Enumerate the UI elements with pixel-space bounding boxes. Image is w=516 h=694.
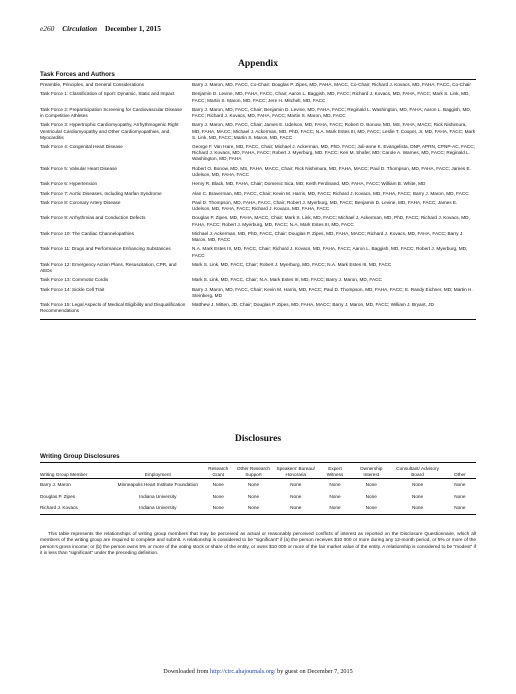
task-force-row xyxy=(40,181,476,190)
journal-link[interactable]: http://circ.ahajournals.org/ xyxy=(210,668,276,675)
task-force-name: Task Force 3: Hypertrophic Cardiomyopathy, Arrhythmogenic Right Ventricular Cardiomyopathy and Other Cardiomyopathies, and Myocarditis xyxy=(40,122,179,140)
task-force-name: Task Force 5: Valvular Heart Disease xyxy=(40,165,118,171)
table-cell: None xyxy=(247,482,260,488)
task-force-name: Task Force 1: Classification of Sport: Dynamic, Static and Impact xyxy=(40,91,175,97)
footer-suffix: by guest on December 7, 2015 xyxy=(275,668,353,675)
journal-name: Circulation xyxy=(62,24,98,33)
task-force-authors: Barry J. Maron, MD, FACC, Chair; Benjamin D. Levine, MD, FAHA, FACC; Reginald L. Washington, MD, FAHA; Aaron L. Baggish, MD, FACC; Richard J. Kovacs, MD, FAHA, FACC; Martin S. Maron, MD, FACC xyxy=(192,106,472,118)
task-force-name: Task Force 14: Sickle Cell Trait xyxy=(40,286,105,292)
disclosures-title: Disclosures xyxy=(234,433,282,444)
task-force-row xyxy=(40,91,476,107)
task-force-row xyxy=(40,191,476,200)
task-force-row xyxy=(40,262,476,278)
appendix-top-rule xyxy=(40,79,476,80)
disclosure-note: This table represents the relationships of writing group members that may be perceived as actual or reasonably perceived conflicts of interest as reported on the Disclosure Questionnaire, which all members of the writing group are required to complete and submit. A relationship is considered to be “significant” if (a) the person receives $10 000 or more during any 12-month period, or 5% or more of the person’s gross income; or (b) the person owns 5% or more of the voting stock or share of the entity, or owns $10 000 or more of the fair market value of the entity. A relationship is considered to be “modest” if it is less than “significant” under the preceding definition. xyxy=(40,532,476,556)
task-force-name: Task Force 6: Hypertension xyxy=(40,181,98,187)
issue-date: December 1, 2015 xyxy=(105,24,161,33)
table-cell: None xyxy=(247,493,260,499)
table-cell: None xyxy=(444,502,476,514)
column-header: Other Research Support xyxy=(234,466,272,479)
page-number: e260 xyxy=(40,24,55,33)
task-force-row xyxy=(40,82,476,91)
task-force-authors: Barry J. Maron, MD, FACC, Chair; Kevin M. Harris, MD, FACC; Paul D. Thompson, MD, FAHA, FACC; E. Randy Eichner, MD; Martin H. Steinberg, MD xyxy=(192,286,473,298)
disclosures-table xyxy=(40,466,476,515)
table-cell: None xyxy=(290,493,302,499)
appendix-table xyxy=(40,82,476,318)
member-name: Barry J. Maron xyxy=(40,482,71,488)
task-force-authors: Mark S. Link, MD, FACC, Chair; Robert J. Myerburg, MD, FACC; N.A. Mark Estes III, MD, FACC xyxy=(192,261,392,267)
task-force-authors: Mark S. Link, MD, FACC, Chair; N.A. Mark Estes III, MD, FACC; Barry J. Maron, MD, FACC xyxy=(192,277,382,283)
column-header: Ownership Interest xyxy=(351,466,391,479)
table-cell: None xyxy=(273,502,319,514)
task-force-row xyxy=(40,166,476,182)
task-force-name: Task Force 9: Arrhythmias and Conduction Defects xyxy=(40,215,146,221)
task-force-row xyxy=(40,246,476,262)
column-header: Other xyxy=(444,466,476,479)
member-name: Richard J. Kovacs xyxy=(40,502,114,514)
appendix-bottom-rule xyxy=(40,319,476,320)
task-force-name: Task Force 8: Coronary Artery Disease xyxy=(40,199,121,205)
task-force-name: Task Force 11: Drugs and Performance Enhancing Substances xyxy=(40,246,171,252)
table-cell: Indiana University xyxy=(139,493,177,499)
table-cell: None xyxy=(454,493,466,499)
task-force-row xyxy=(40,231,476,247)
task-force-authors: N.A. Mark Estes III, MD, FACC, Chair; Richard J. Kovacs, MD, FAHA, FACC; Aaron L. Baggish, MD, FACC; Robert J. Myerburg, MD, FACC xyxy=(192,246,468,258)
table-cell: None xyxy=(290,482,302,488)
disclosures-top-rule xyxy=(40,462,476,463)
task-force-authors: Matthew J. Mitten, JD, Chair; Douglas P. Zipes, MD, FAHA, MACC; Barry J. Maron, MD, FACC; William J. Bryant, JD xyxy=(192,302,434,308)
table-cell: None xyxy=(391,502,443,514)
task-forces-heading: Task Forces and Authors xyxy=(40,71,115,78)
column-header: Expert Witness xyxy=(319,466,351,479)
table-cell: None xyxy=(202,502,234,514)
task-force-name: Preamble, Principles, and General Considerations xyxy=(40,82,144,87)
table-cell: None xyxy=(329,482,341,488)
task-force-authors: Robert O. Bonow, MD, MS, FAHA, MACC, Chair; Rick Nishimura, MD, FAHA, MACC; Paul D. Thompson, MD, FAHA, FACC; James E. Udelson, MD, FAHA, FACC xyxy=(192,165,471,177)
task-force-authors: Douglas P. Zipes, MD, FAHA, MACC, Chair; Mark S. Link, MD, FACC; Michael J. Ackerman, MD, PhD, FACC; Richard J. Kovacs, MD, FAHA, FACC; Robert J. Myerburg, MD, FACC; N.A. Mark Estes III, MD, FACC xyxy=(192,215,470,227)
task-force-authors: Paul D. Thompson, MD, FAHA, FACC, Chair; Robert J. Myerburg, MD, FACC; Benjamin D. Levine, MD, FAHA, FACC; James E. Udelson, MD, FAHA, FACC; Richard J. Kovacs, MD, FAHA, FACC xyxy=(192,199,458,211)
task-force-authors: Henry R. Black, MD, FAHA, Chair; Domenic Sica, MD; Keith Ferdinand, MD, FAHA, FACC; William B. White, MD xyxy=(192,181,426,187)
column-header: Consultant/ Advisory Board xyxy=(391,466,443,479)
task-force-name: Task Force 13: Commotio Cordis xyxy=(40,277,109,283)
table-cell: None xyxy=(212,482,224,488)
task-force-authors: Barry J. Maron, MD, FACC, Chair; James E. Udelson, MD, FAHA, FACC; Robert O. Bonow, MD, MS, FAHA, MACC; Rick Nishimura, MD, FAHA, MACC; Michael J. Ackerman, MD, PhD, FACC; N.A. Mark Estes III, MD, FACC; Leslie T. Cooper, Jr, MD, FAHA, FACC; Mark S. Link, MD, FACC; Martin S. Maron, MD, FACC xyxy=(192,122,476,140)
task-force-authors: Michael J. Ackerman, MD, PhD, FACC, Chair; Douglas P. Zipes, MD, FAHA, MACC; Richard J. Kovacs, MD, FAHA, FACC; Barry J. Maron, MD, FACC xyxy=(192,230,464,242)
table-cell: None xyxy=(411,482,424,488)
table-row xyxy=(40,479,476,491)
download-footer xyxy=(0,668,516,675)
table-cell: None xyxy=(212,493,224,499)
task-force-row xyxy=(40,277,476,286)
task-force-row xyxy=(40,144,476,166)
column-header: Employment xyxy=(114,466,203,479)
task-force-name: Task Force 7: Aortic Diseases, Including Marfan Syndrome xyxy=(40,190,162,196)
table-cell: None xyxy=(411,493,424,499)
table-cell: None xyxy=(454,482,466,488)
task-force-row xyxy=(40,107,476,123)
task-force-authors: George F. Van Hare, MD, FACC, Chair; Michael J. Ackerman, MD, PhD, FACC; Juli-anne K. Evangelista, DNP, APRN, CPNP-AC, FACC; Richard J. Kovacs, MD, FAHA, FACC; Robert J. Myerburg, MD, FACC; Keri M. Shafer, MD; Carole A. Warnes, MD, FACC; Reginald L. Washington, MD, FAHA xyxy=(192,144,475,162)
running-header xyxy=(40,24,167,33)
writing-group-heading: Writing Group Disclosures xyxy=(40,453,120,460)
table-cell: None xyxy=(234,502,272,514)
column-header: Speakers' Bureau/ Honoraria xyxy=(273,466,319,479)
task-force-row xyxy=(40,215,476,231)
appendix-title: Appendix xyxy=(238,58,278,69)
task-force-authors: Barry J. Maron, MD, FACC, Co-Chair; Douglas P. Zipes, MD, FAHA, MACC, Co-Chair; Richard J. Kovacs, MD, FAHA, FACC, Co-Chair xyxy=(192,82,471,87)
task-force-authors: Benjamin D. Levine, MD, FAHA, FACC, Chair; Aaron L. Baggish, MD, FACC; Richard J. Kovacs, MD, FAHA, FACC; Mark S. Link, MD, FACC; Martin S. Maron, MD, FACC; Jere H. Mitchell, MD, FACC xyxy=(192,91,470,103)
task-force-name: Task Force 2: Preparticipation Screening for Cardiovascular Disease in Competitive Athletes xyxy=(40,106,182,118)
task-force-row xyxy=(40,122,476,144)
table-cell: Indiana University xyxy=(114,502,203,514)
table-cell: None xyxy=(319,502,351,514)
task-force-name: Task Force 15: Legal Aspects of Medical Eligibility and Disqualification Recommendations xyxy=(40,302,186,314)
table-cell: Minneapolis Heart Institute Foundation xyxy=(117,482,198,488)
table-row xyxy=(40,502,476,514)
table-cell: None xyxy=(365,493,377,499)
task-force-row xyxy=(40,287,476,303)
task-force-row xyxy=(40,302,476,318)
table-cell: None xyxy=(329,493,341,499)
column-header: Writing Group Member xyxy=(40,466,114,479)
table-cell: None xyxy=(351,502,391,514)
task-force-authors: Alan C. Braverman, MD, FACC, Chair; Kevin M. Harris, MD, FACC; Richard J. Kovacs, MD, FAHA, FACC; Barry J. Maron, MD, FACC xyxy=(192,190,469,196)
task-force-name: Task Force 4: Congenital Heart Disease xyxy=(40,144,123,149)
task-force-name: Task Force 10: The Cardiac Channelopathies xyxy=(40,230,134,236)
footer-prefix: Downloaded from xyxy=(163,668,211,675)
task-force-row xyxy=(40,200,476,216)
member-name: Douglas P. Zipes xyxy=(40,493,76,499)
table-row xyxy=(40,491,476,503)
table-cell: None xyxy=(365,482,377,488)
task-force-name: Task Force 12: Emergency Action Plans, Resuscitation, CPR, and AEDs xyxy=(40,261,177,273)
column-header: Research Grant xyxy=(202,466,234,479)
